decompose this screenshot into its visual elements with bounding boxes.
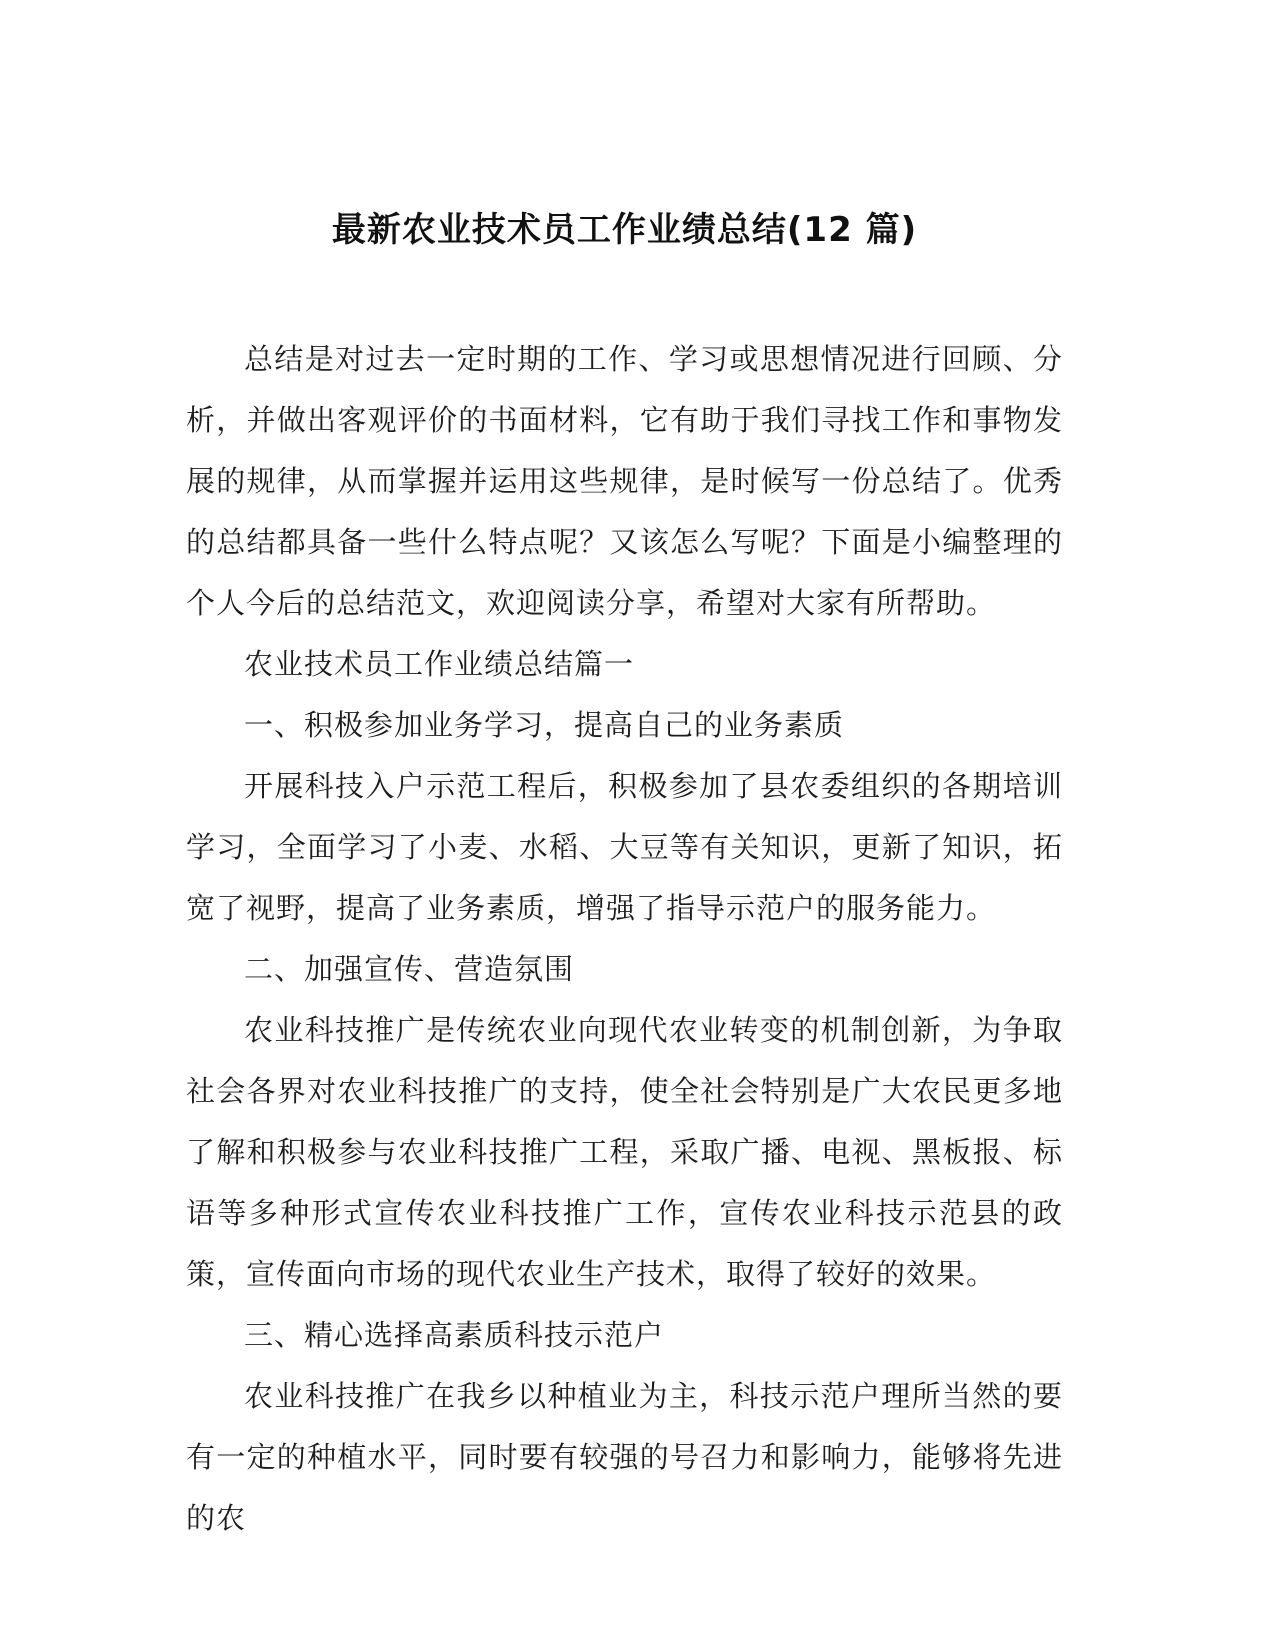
paragraph-body-one: 开展科技入户示范工程后，积极参加了县农委组织的各期培训学习，全面学习了小麦、水稻、大豆等有关知识，更新了知识，拓宽了视野，提高了业务素质，增强了指导示范户的服务能力。: [186, 771, 1063, 925]
paragraph-section-heading-part1: 农业技术员工作业绩总结篇一: [244, 649, 635, 681]
document-title: 最新农业技术员工作业绩总结(12 篇): [331, 210, 918, 250]
document-content: [186, 207, 1063, 1550]
paragraph-heading-three: 三、精心选择高素质科技示范户: [244, 1320, 665, 1352]
paragraph-heading-one: 一、积极参加业务学习，提高自己的业务素质: [244, 710, 845, 742]
paragraph-heading-two: 二、加强宣传、营造氛围: [244, 954, 575, 986]
paragraph-body-three-truncated: 农业科技推广在我乡以种植业为主，科技示范户理所当然的要有一定的种植水平，同时要有较强的号召力和影响力，能够将先进的农: [186, 1381, 1063, 1535]
paragraph-intro: 总结是对过去一定时期的工作、学习或思想情况进行回顾、分析，并做出客观评价的书面材料，它有助于我们寻找工作和事物发展的规律，从而掌握并运用这些规律，是时候写一份总结了。优秀的总结都具备一些什么特点呢？又该怎么写呢？下面是小编整理的个人今后的总结范文，欢迎阅读分享，希望对大家有所帮助。: [186, 344, 1063, 620]
paragraph-body-two: 农业科技推广是传统农业向现代农业转变的机制创新，为争取社会各界对农业科技推广的支持，使全社会特别是广大农民更多地了解和积极参与农业科技推广工程，采取广播、电视、黑板报、标语等多种形式宣传农业科技推广工作，宣传农业科技示范县的政策，宣传面向市场的现代农业生产技术，取得了较好的效果。: [186, 1015, 1063, 1291]
